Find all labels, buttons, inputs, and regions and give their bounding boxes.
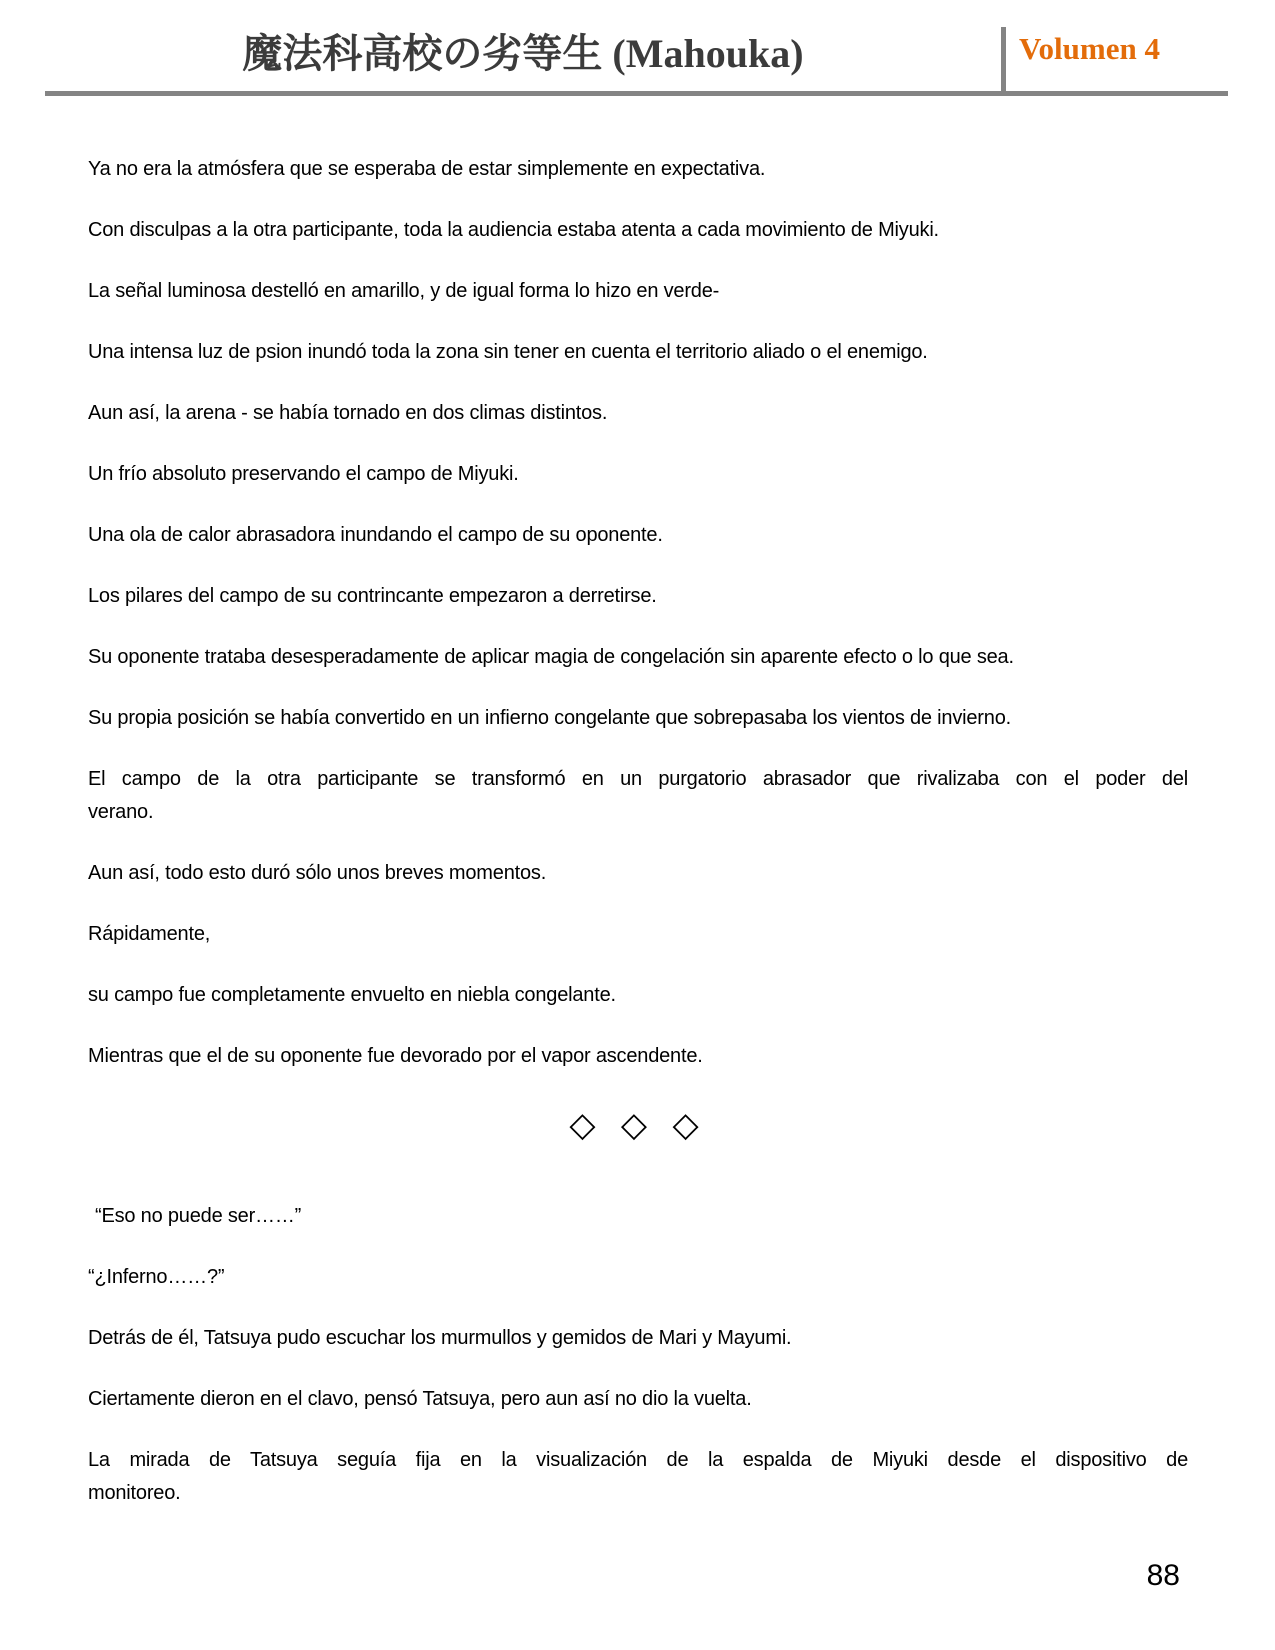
page-title: 魔法科高校の劣等生 (Mahouka) bbox=[242, 31, 804, 76]
paragraph: Una ola de calor abrasadora inundando el campo de su oponente. bbox=[88, 524, 663, 546]
paragraph-line: El campo de la otra participante se transformó en un purgatorio abrasador que rivalizaba con el poder del bbox=[88, 768, 1188, 790]
paragraph: Rápidamente, bbox=[88, 923, 211, 945]
paragraph: Su propia posición se había convertido en un infierno congelante que sobrepasaba los vientos de invierno. bbox=[88, 707, 1011, 729]
paragraph: “Eso no puede ser……” bbox=[95, 1205, 302, 1227]
page-number: 88 bbox=[1146, 1559, 1180, 1592]
scene-separator: ◇ ◇ ◇ bbox=[569, 1106, 707, 1144]
paragraph: Ya no era la atmósfera que se esperaba de estar simplemente en expectativa. bbox=[88, 158, 766, 180]
paragraph: Detrás de él, Tatsuya pudo escuchar los murmullos y gemidos de Mari y Mayumi. bbox=[88, 1327, 792, 1349]
paragraph: Ciertamente dieron en el clavo, pensó Tatsuya, pero aun así no dio la vuelta. bbox=[88, 1388, 752, 1410]
paragraph: Una intensa luz de psion inundó toda la zona sin tener en cuenta el territorio aliado o el enemigo. bbox=[88, 341, 928, 363]
paragraph: Mientras que el de su oponente fue devorado por el vapor ascendente. bbox=[88, 1045, 703, 1067]
paragraph-line: monitoreo. bbox=[88, 1482, 181, 1504]
paragraph: Aun así, todo esto duró sólo unos breves momentos. bbox=[88, 862, 547, 884]
paragraph: Su oponente trataba desesperadamente de aplicar magia de congelación sin aparente efecto o lo que sea. bbox=[88, 646, 1014, 668]
paragraph: Un frío absoluto preservando el campo de Miyuki. bbox=[88, 463, 519, 485]
paragraph: su campo fue completamente envuelto en niebla congelante. bbox=[88, 984, 616, 1006]
header-title-cell bbox=[45, 0, 1001, 91]
paragraph: Los pilares del campo de su contrincante empezaron a derretirse. bbox=[88, 585, 657, 607]
paragraph: Con disculpas a la otra participante, toda la audiencia estaba atenta a cada movimiento de Miyuki. bbox=[88, 219, 939, 241]
paragraph: Aun así, la arena - se había tornado en dos climas distintos. bbox=[88, 402, 608, 424]
paragraph-line: verano. bbox=[88, 801, 154, 823]
paragraph bbox=[88, 1444, 1188, 1510]
paragraph: “¿Inferno……?” bbox=[88, 1266, 225, 1288]
header-volume-cell bbox=[1006, 0, 1228, 91]
page-header bbox=[45, 0, 1228, 96]
paragraph bbox=[88, 763, 1188, 829]
volume-label: Volumen 4 bbox=[1019, 30, 1160, 66]
page-body bbox=[88, 153, 1188, 1538]
paragraph: La señal luminosa destelló en amarillo, y de igual forma lo hizo en verde- bbox=[88, 280, 720, 302]
paragraph-line: La mirada de Tatsuya seguía fija en la visualización de la espalda de Miyuki desde el dispositivo de bbox=[88, 1449, 1188, 1471]
